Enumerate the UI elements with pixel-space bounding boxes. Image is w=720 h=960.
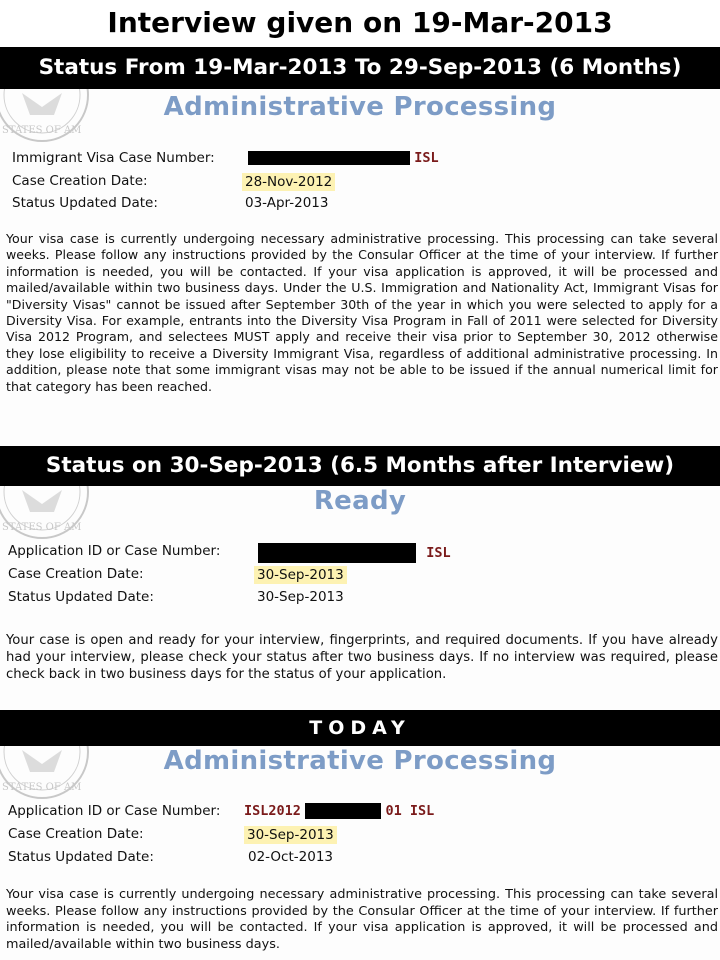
status-heading: Administrative Processing xyxy=(163,746,557,776)
status-updated-row xyxy=(12,195,712,215)
redaction-block xyxy=(248,151,410,165)
case-number-suffix: ISL xyxy=(426,545,451,561)
field-label: Application ID or Case Number: xyxy=(8,543,221,559)
redaction-block xyxy=(258,543,416,563)
section-2-panel xyxy=(0,486,720,710)
field-label: Status Updated Date: xyxy=(12,195,158,211)
status-updated-value: 30-Sep-2013 xyxy=(257,589,344,605)
status-description: Your case is open and ready for your interview, fingerprints, and required documents. If you have already had your interview, please check your status after two business days. If no interview was required, please check back in two business days for the status of your application. xyxy=(6,633,718,682)
status-updated-row xyxy=(8,589,708,609)
status-description: Your visa case is currently undergoing necessary administrative processing. This processing can take several weeks. Please follow any instructions provided by the Consular Officer at the time of your interview. If further information is needed, you will be contacted. If your visa application is approved, it will be processed and mailed/available within two business days. Under the U.S. Immigration and Nationality Act, Immigrant Visas for "Diversity Visas" cannot be issued after September 30th of the year in which you were selected to apply for a Diversity Visa. For example, entrants into the Diversity Visa Program in Fall of 2011 were selected for Diversity Visa 2012 Program, and selectees MUST apply and receive their visa prior to September 30, 2012 otherwise they lose eligibility to receive a Diversity Immigrant Visa, regardless of additional administrative processing. In addition, please note that some immigrant visas may not be able to be issued if the annual numerical limit for that category has been reached. xyxy=(6,231,718,394)
field-label: Application ID or Case Number: xyxy=(8,803,221,819)
section-1-panel xyxy=(0,89,720,446)
status-heading: Administrative Processing xyxy=(163,92,557,122)
case-number-value xyxy=(248,150,439,166)
case-number-value xyxy=(244,803,434,819)
field-label: Case Creation Date: xyxy=(12,173,148,189)
svg-text:STATES OF AM: STATES OF AM xyxy=(2,782,82,793)
field-label: Case Creation Date: xyxy=(8,566,144,582)
case-number-row xyxy=(8,803,708,823)
case-creation-row xyxy=(8,566,708,586)
status-description: Your visa case is currently undergoing necessary administrative processing. This processing can take several weeks. Please follow any instructions provided by the Consular Officer at the time of your interview. If further information is needed, you will be contacted. If your visa application is approved, it will be processed and mailed/available within two business days. xyxy=(6,887,718,952)
case-creation-value: 30-Sep-2013 xyxy=(244,826,337,844)
case-number-suffix: ISL xyxy=(414,150,439,166)
section-3-status-bar: TODAY xyxy=(0,710,720,746)
section-3-panel xyxy=(0,746,720,960)
case-number-prefix: ISL2012 xyxy=(244,803,301,819)
status-updated-value: 02-Oct-2013 xyxy=(248,849,333,865)
redaction-block xyxy=(305,803,381,819)
case-number-row xyxy=(8,543,708,563)
svg-text:STATES OF AM: STATES OF AM xyxy=(2,522,82,533)
case-creation-row xyxy=(8,826,708,846)
field-label: Immigrant Visa Case Number: xyxy=(12,150,215,166)
field-label: Status Updated Date: xyxy=(8,849,154,865)
status-heading: Ready xyxy=(313,486,407,516)
case-number-suffix: 01 ISL xyxy=(385,803,435,819)
section-1-status-bar: Status From 19-Mar-2013 To 29-Sep-2013 (6 Months) xyxy=(0,47,720,89)
field-label: Status Updated Date: xyxy=(8,589,154,605)
status-updated-value: 03-Apr-2013 xyxy=(245,195,329,211)
case-number-row xyxy=(12,150,712,170)
case-creation-value: 30-Sep-2013 xyxy=(254,566,347,584)
case-creation-row xyxy=(12,173,712,193)
case-number-value xyxy=(258,543,451,563)
section-2-status-bar: Status on 30-Sep-2013 (6.5 Months after Interview) xyxy=(0,446,720,486)
field-label: Case Creation Date: xyxy=(8,826,144,842)
svg-text:STATES OF AM: STATES OF AM xyxy=(2,125,82,136)
page-title: Interview given on 19-Mar-2013 xyxy=(107,6,613,39)
case-creation-value: 28-Nov-2012 xyxy=(242,173,335,191)
status-updated-row xyxy=(8,849,708,869)
